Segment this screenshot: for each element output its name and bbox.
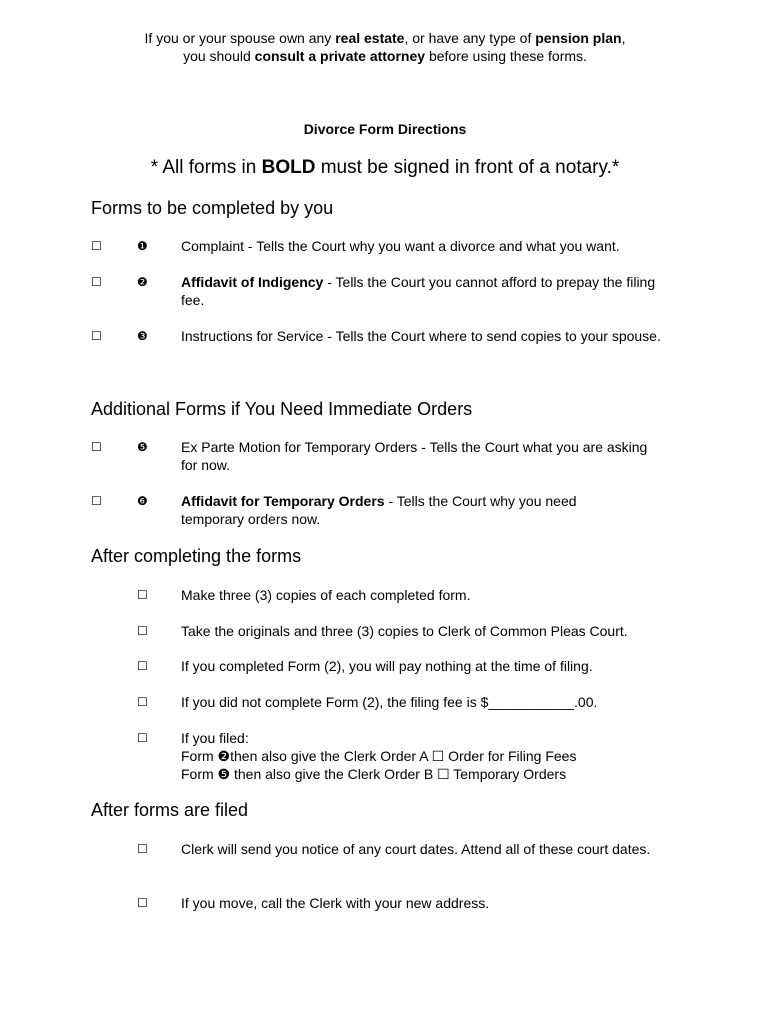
list-item: Instructions for Service - Tells the Court where to send copies to your spouse. bbox=[181, 328, 661, 344]
checkbox[interactable]: ☐ bbox=[137, 695, 148, 709]
notary-notice: * All forms in BOLD must be signed in front of a notary.* bbox=[150, 157, 620, 178]
checkbox[interactable]: ☐ bbox=[137, 624, 148, 638]
list-item: Complaint - Tells the Court why you want a divorce and what you want. bbox=[181, 238, 620, 254]
list-item: Take the originals and three (3) copies to Clerk of Common Pleas Court. bbox=[181, 623, 628, 639]
section-heading-forms: Forms to be completed by you bbox=[91, 198, 334, 218]
list-item: Ex Parte Motion for Temporary Orders - Tells the Court what you are asking for now. bbox=[181, 439, 648, 473]
form-number-icon: ❷ bbox=[137, 275, 148, 289]
checkbox[interactable]: ☐ bbox=[91, 494, 102, 508]
attorney-notice bbox=[0, 29, 770, 65]
notice-line-2: you should consult a private attorney before using these forms. bbox=[183, 48, 587, 64]
list-item-if-filed bbox=[181, 729, 681, 783]
notice-line-1: If you or your spouse own any real estate, or have any type of pension plan, bbox=[144, 30, 626, 46]
page-title: Divorce Form Directions bbox=[303, 121, 467, 137]
list-item: If you completed Form (2), you will pay nothing at the time of filing. bbox=[181, 658, 593, 674]
if-filed-line: Form ❺ then also give the Clerk Order B ☐ Temporary Orders bbox=[181, 766, 567, 782]
checkbox[interactable]: ☐ bbox=[91, 440, 102, 454]
form-number-icon: ❺ bbox=[137, 440, 148, 454]
checkbox[interactable]: ☐ bbox=[91, 329, 102, 343]
form-number-icon: ❸ bbox=[137, 329, 148, 343]
if-filed-line: If you filed: bbox=[181, 730, 249, 746]
list-item: Clerk will send you notice of any court dates. Attend all of these court dates. bbox=[181, 841, 651, 857]
list-item: Affidavit of Indigency - Tells the Court you cannot afford to prepay the filing fee. bbox=[181, 274, 656, 308]
section-heading-after-completing: After completing the forms bbox=[91, 546, 302, 566]
form-number-icon: ❻ bbox=[137, 494, 148, 508]
list-item: If you did not complete Form (2), the filing fee is $___________.00. bbox=[181, 694, 598, 710]
list-item: Make three (3) copies of each completed form. bbox=[181, 587, 471, 603]
checkbox[interactable]: ☐ bbox=[91, 239, 102, 253]
checkbox[interactable]: ☐ bbox=[137, 842, 148, 856]
checkbox[interactable]: ☐ bbox=[137, 896, 148, 910]
checkbox[interactable]: ☐ bbox=[137, 659, 148, 673]
list-item: If you move, call the Clerk with your new address. bbox=[181, 895, 490, 911]
checkbox[interactable]: ☐ bbox=[137, 588, 148, 602]
section-heading-after-filed: After forms are filed bbox=[91, 800, 249, 820]
checkbox[interactable]: ☐ bbox=[91, 275, 102, 289]
list-item: Affidavit for Temporary Orders - Tells the Court why you need temporary orders now. bbox=[181, 493, 577, 527]
form-number-icon: ❶ bbox=[137, 239, 148, 253]
checkbox[interactable]: ☐ bbox=[137, 731, 148, 745]
if-filed-line: Form ❷then also give the Clerk Order A ☐ Order for Filing Fees bbox=[181, 748, 577, 764]
section-heading-additional: Additional Forms if You Need Immediate Orders bbox=[91, 399, 473, 419]
